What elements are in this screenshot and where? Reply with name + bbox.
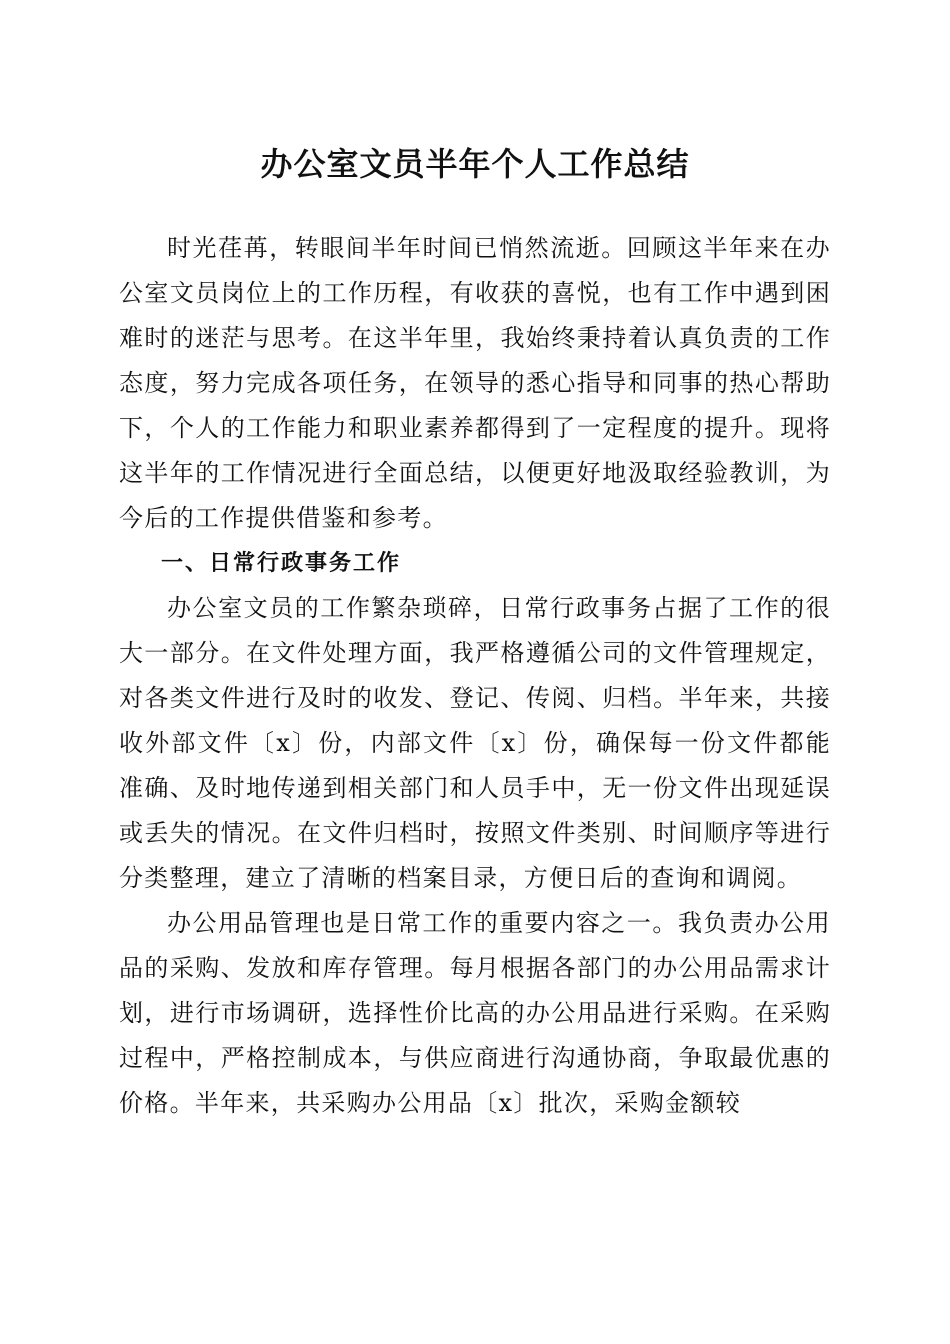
page-title: 办公室文员半年个人工作总结 [260,145,690,183]
section-paragraph-2: 办公用品管理也是日常工作的重要内容之一。我负责办公用品的采购、发放和库存管理。每月根据各部门的办公用品需求计划，进行市场调研，选择性价比高的办公用品进行采购。在采购过程中，严格控制成本，与供应商进行沟通协商，争取最优惠的价格。半年来，共采购办公用品〔x〕批次，采购金额较 [119,909,831,1117]
intro-paragraph: 时光荏苒，转眼间半年时间已悄然流逝。回顾这半年来在办公室文员岗位上的工作历程，有收获的喜悦，也有工作中遇到困难时的迷茫与思考。在这半年里，我始终秉持着认真负责的工作态度，努力完成各项任务，在领导的悉心指导和同事的热心帮助下，个人的工作能力和职业素养都得到了一定程度的提升。现将这半年的工作情况进行全面总结，以便更好地汲取经验教训，为今后的工作提供借鉴和参考。 [119,234,831,532]
document-body [119,226,831,1126]
section-paragraph-1: 办公室文员的工作繁杂琐碎，日常行政事务占据了工作的很大一部分。在文件处理方面，我严格遵循公司的文件管理规定，对各类文件进行及时的收发、登记、传阅、归档。半年来，共接收外部文件〔x〕份，内部文件〔x〕份，确保每一份文件都能准确、及时地传递到相关部门和人员手中，无一份文件出现延误或丢失的情况。在文件归档时，按照文件类别、时间顺序等进行分类整理，建立了清晰的档案目录，方便日后的查询和调阅。 [119,594,831,892]
section-heading: 一、日常行政事务工作 [161,551,402,576]
